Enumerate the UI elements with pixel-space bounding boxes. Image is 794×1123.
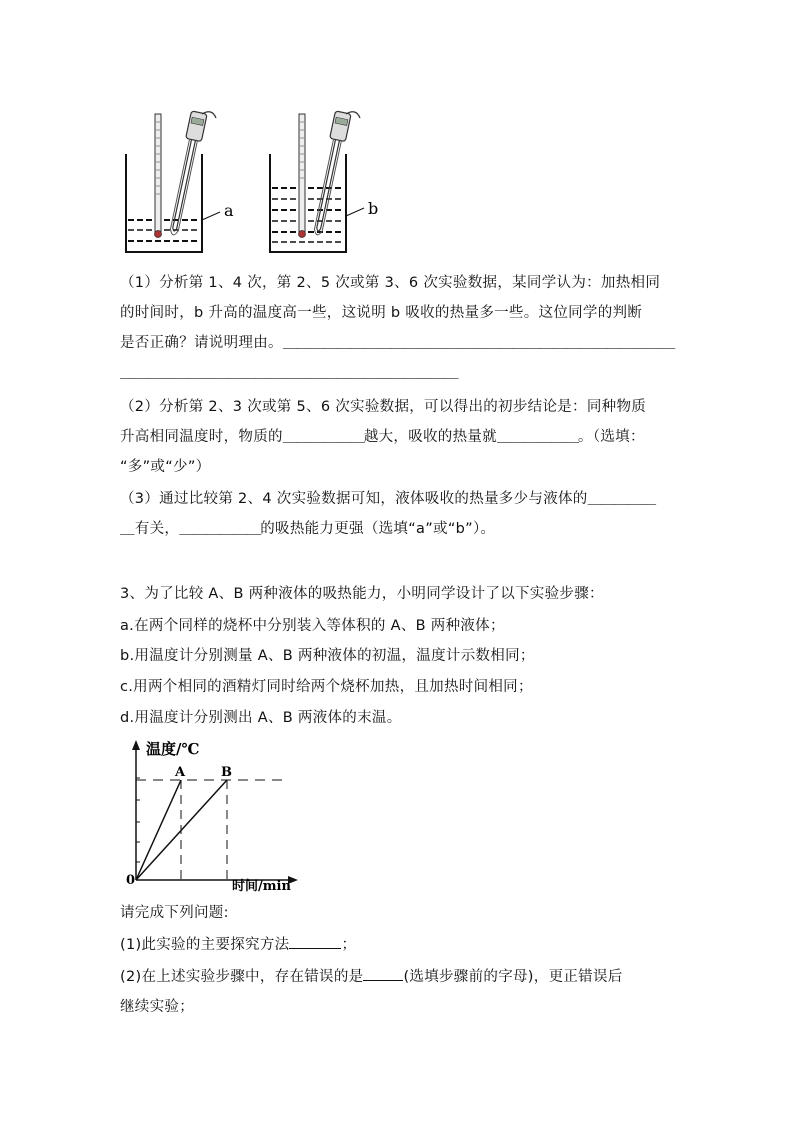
q2-part3-text-a2: 有关， (134, 521, 180, 537)
q2-part2-text-b: 越大，吸收的热量就 (363, 429, 498, 445)
beaker-a (126, 111, 234, 252)
answer-blank[interactable]: ＿ (120, 521, 135, 537)
label-a: a (224, 201, 234, 220)
q3-title: 3、为了比较 A、B 两种液体的吸热能力，小明同学设计了以下实验步骤： (120, 586, 604, 602)
q2-part3-line1 (120, 490, 655, 508)
q3-sub2-line2: 继续实验； (120, 999, 194, 1015)
label-b: b (368, 199, 379, 218)
q3-sub2-text-a: (2)在上述实验步骤中，存在错误的是 (120, 969, 364, 985)
y-axis-label: 温度/℃ (146, 740, 200, 758)
q3-sub2 (120, 968, 623, 986)
q2-part2-line3: “多”或“少”） (120, 459, 211, 475)
q3-sub1-text: (1)此实验的主要探究方法 (120, 937, 290, 953)
answer-blank[interactable]: ＿＿＿＿＿＿＿＿＿＿＿＿＿＿＿＿＿＿＿＿＿＿＿＿＿ (120, 365, 458, 381)
answer-blank[interactable]: ＿＿＿＿＿＿ (282, 429, 364, 445)
q2-part2-line1: （2）分析第 2、3 次或第 5、6 次实验数据，可以得出的初步结论是：同种物质 (120, 399, 647, 415)
q2-part1-line1: （1）分析第 1、4 次，第 2、5 次或第 3、6 次实验数据，某同学认为：加热相同 (120, 275, 661, 291)
q2-part2-text-a: 升高相同温度时，物质的 (120, 429, 283, 445)
q2-part3-line2 (120, 520, 495, 538)
beaker-b (270, 111, 378, 252)
q2-part2-text-c: 。（选填： (578, 429, 645, 445)
answer-blank[interactable]: ＿＿＿＿＿＿ (179, 521, 261, 537)
q3-step-c: c.用两个相同的酒精灯同时给两个烧杯加热，且加热时间相同； (120, 679, 533, 695)
q3-step-a: a.在两个同样的烧杯中分别装入等体积的 A、B 两种液体； (120, 618, 505, 634)
point-a-label: A (175, 765, 186, 780)
line-a (136, 780, 181, 880)
q2-part1-line3-text: 是否正确？请说明理由。 (120, 335, 283, 351)
q2-part1-line4 (120, 364, 458, 382)
q3-step-d: d.用温度计分别测出 A、B 两液体的末温。 (120, 710, 402, 726)
point-b-label: B (221, 765, 232, 780)
q2-part1-line2: 的时间时，b 升高的温度高一些，这说明 b 吸收的热量多一些。这位同学的判断 (120, 305, 643, 321)
origin-label: 0 (126, 873, 136, 888)
q2-part1-line3 (120, 334, 674, 352)
q3-sub2-text-b: (选填步骤前的字母)，更正错误后 (403, 969, 623, 985)
q2-part3-text-b: 的吸热能力更强（选填“a”或“b”）。 (260, 521, 496, 537)
answer-blank[interactable] (289, 936, 341, 949)
answer-blank[interactable]: ＿＿＿＿＿ (587, 491, 656, 507)
q3-prompt: 请完成下列问题: (120, 905, 229, 921)
q3-sub1 (120, 936, 356, 954)
temperature-time-graph (120, 738, 340, 893)
beaker-figure (120, 108, 390, 258)
q2-part3-text-a: （3）通过比较第 2、4 次实验数据可知，液体吸收的热量多少与液体的 (120, 491, 588, 507)
x-axis-label: 时间/min (232, 879, 291, 893)
answer-blank[interactable]: ＿＿＿＿＿＿＿＿＿＿＿＿＿＿＿＿＿＿＿＿＿＿＿＿＿＿＿＿＿ (282, 335, 675, 351)
q3-step-b: b.用温度计分别测量 A、B 两种液体的初温，温度计示数相同； (120, 648, 535, 664)
q2-part2-line2 (120, 428, 645, 446)
answer-blank[interactable] (363, 968, 403, 981)
answer-blank[interactable]: ＿＿＿＿＿＿ (497, 429, 579, 445)
q3-sub1-end: ； (341, 937, 357, 953)
